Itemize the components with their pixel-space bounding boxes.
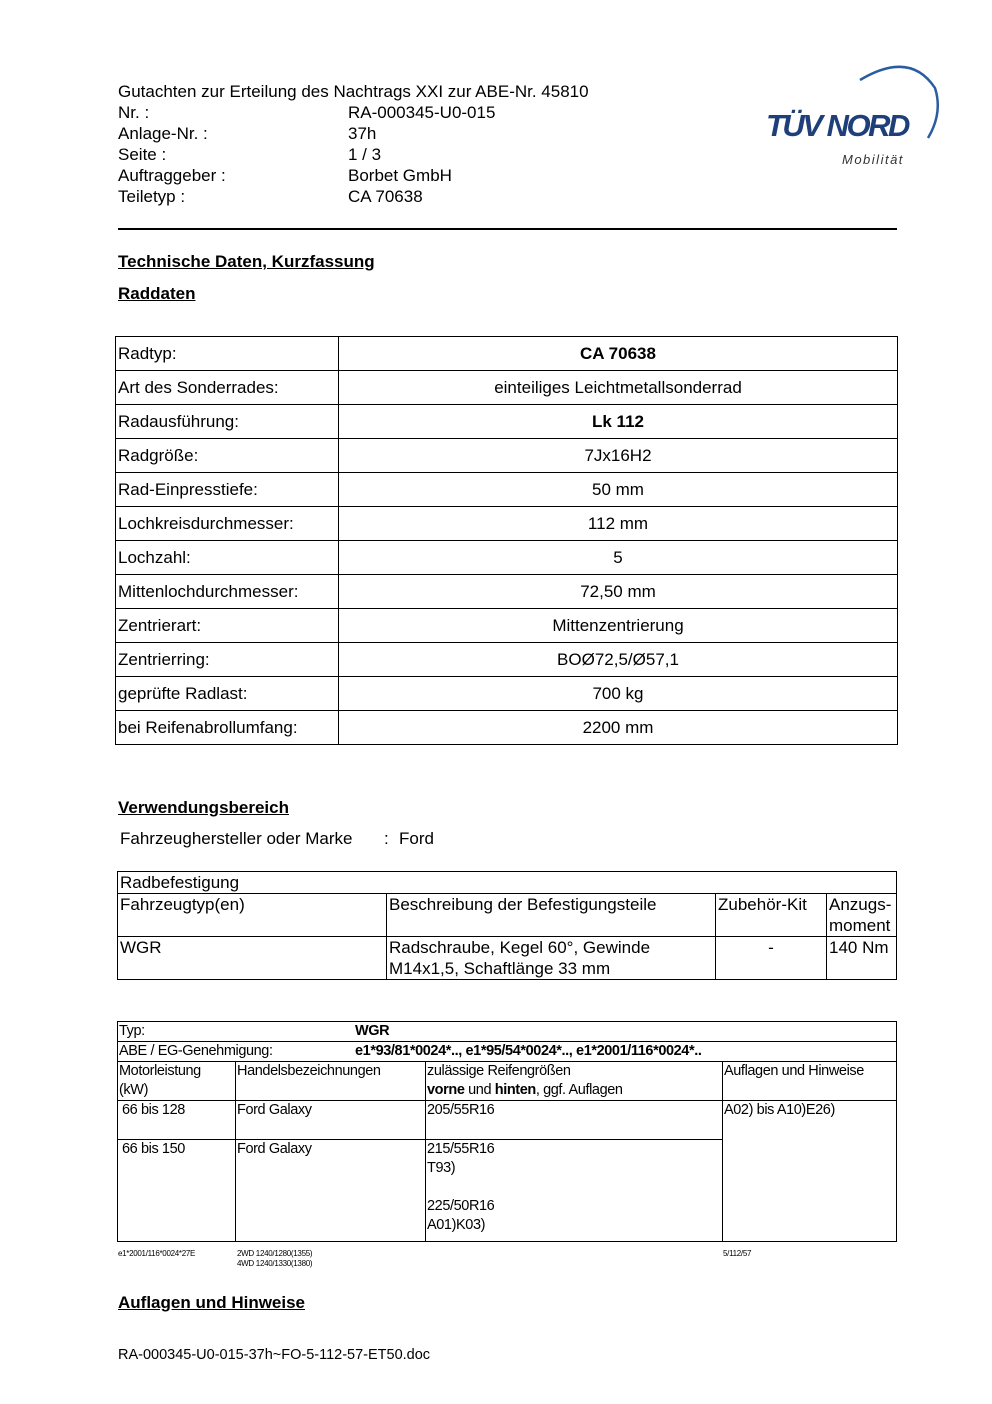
rad-value: Lk 112 — [339, 405, 898, 439]
rad-label: Zentrierring: — [116, 643, 339, 677]
section-technical-heading: Technische Daten, Kurzfassung — [118, 252, 375, 271]
rad-label: geprüfte Radlast: — [116, 677, 339, 711]
rad-value: 72,50 mm — [339, 575, 898, 609]
wgr-motor: 66 bis 128 — [118, 1101, 236, 1140]
col-header-auflagen: Auflagen und Hinweise — [723, 1062, 897, 1101]
rad-label: Radtyp: — [116, 337, 339, 371]
col-header-beschreibung: Beschreibung der Befestigungsteile — [387, 894, 716, 937]
anzugsmoment-line-1: Anzugs- — [829, 895, 892, 914]
rad-value: 700 kg — [339, 677, 898, 711]
table-row — [118, 937, 897, 980]
wgr-reifen — [426, 1101, 723, 1140]
header-label-auftraggeber: Auftraggeber : — [118, 166, 226, 185]
table-row — [116, 677, 898, 711]
hersteller-separator: : — [384, 829, 389, 848]
anzugsmoment-line-2: moment — [829, 916, 891, 935]
rad-label: Radausführung: — [116, 405, 339, 439]
reifen-line: 205/55R16 — [427, 1102, 495, 1118]
table-row — [116, 575, 898, 609]
rad-value: 7Jx16H2 — [339, 439, 898, 473]
rad-value: 112 mm — [339, 507, 898, 541]
wgr-motor: 66 bis 150 — [118, 1140, 236, 1242]
table-row — [116, 473, 898, 507]
table-row — [116, 609, 898, 643]
reifen-header-line-2 — [427, 1081, 721, 1100]
table-row — [116, 439, 898, 473]
rad-value: BOØ72,5/Ø57,1 — [339, 643, 898, 677]
rad-label: Zentrierart: — [116, 609, 339, 643]
table-row — [116, 643, 898, 677]
reifen-line: A01)K03) — [427, 1217, 486, 1233]
wgr-auflagen: A02) bis A10)E26) — [723, 1101, 897, 1242]
motor-header-line-1: Motorleistung — [119, 1063, 201, 1079]
document-title: Gutachten zur Erteilung des Nachtrags XXI zur ABE-Nr. 45810 — [118, 82, 589, 101]
beschreibung-line-1: Radschraube, Kegel 60°, Gewinde — [389, 938, 651, 957]
table-row — [116, 507, 898, 541]
rad-value: 5 — [339, 541, 898, 575]
rad-value: einteiliges Leichtmetallsonderrad — [339, 371, 898, 405]
header-value-seite: 1 / 3 — [348, 145, 382, 164]
reifen-vorne: vorne — [427, 1082, 465, 1098]
table-row — [118, 1042, 897, 1062]
reifen-line — [427, 1178, 721, 1197]
radbefestigung-table — [117, 871, 897, 980]
section-auflagen-heading: Auflagen und Hinweise — [118, 1293, 306, 1312]
hersteller-label: Fahrzeughersteller oder Marke — [120, 829, 353, 848]
rad-label: Mittenlochdurchmesser: — [116, 575, 339, 609]
wgr-handel: Ford Galaxy — [236, 1101, 426, 1140]
wgr-abe-value: e1*93/81*0024*.., e1*95/54*0024*.., e1*2001/116*0024*.. — [355, 1043, 702, 1059]
col-header-anzugsmoment — [827, 894, 897, 937]
wgr-handel: Ford Galaxy — [236, 1140, 426, 1242]
header-rule — [118, 228, 897, 230]
rad-value: CA 70638 — [339, 337, 898, 371]
motor-header-line-2: (kW) — [119, 1082, 148, 1098]
rad-value: 50 mm — [339, 473, 898, 507]
table-row — [116, 405, 898, 439]
reifen-rest: , ggf. Auflagen — [535, 1082, 623, 1098]
col-header-handelsbezeichnungen: Handelsbezeichnungen — [236, 1062, 426, 1101]
rad-value: 2200 mm — [339, 711, 898, 745]
table-row — [116, 337, 898, 371]
wgr-typ-row — [118, 1022, 897, 1042]
rad-label: Art des Sonderrades: — [116, 371, 339, 405]
befestigung-kit: - — [716, 937, 827, 980]
rad-value: Mittenzentrierung — [339, 609, 898, 643]
header-label-seite: Seite : — [118, 145, 167, 164]
reifen-line: T93) — [427, 1160, 456, 1176]
reifen-hinten: hinten — [494, 1082, 536, 1098]
header-value-teiletyp: CA 70638 — [348, 187, 423, 206]
reifen-header-line-1: zulässige Reifengrößen — [427, 1063, 571, 1079]
header-value-auftraggeber: Borbet GmbH — [348, 166, 452, 185]
header-value-anlage: 37h — [348, 124, 377, 143]
foot-approval: e1*2001/116*0024*27E — [118, 1249, 196, 1258]
table-row — [118, 872, 897, 894]
table-row — [118, 1101, 897, 1140]
rad-label: Rad-Einpresstiefe: — [116, 473, 339, 507]
header-label-teiletyp: Teiletyp : — [118, 187, 186, 206]
col-header-zubehoer: Zubehör-Kit — [716, 894, 827, 937]
header-value-nr: RA-000345-U0-015 — [348, 103, 496, 122]
table-row — [116, 541, 898, 575]
rad-label: Lochzahl: — [116, 541, 339, 575]
header-label-anlage: Anlage-Nr. : — [118, 124, 208, 143]
wgr-table — [117, 1021, 897, 1242]
section-raddaten-heading: Raddaten — [118, 284, 196, 303]
rad-label: Radgröße: — [116, 439, 339, 473]
foot-code: 5/112/57 — [723, 1249, 752, 1258]
wgr-typ-value: WGR — [355, 1023, 390, 1039]
col-header-reifengroessen — [426, 1062, 723, 1101]
rad-label: bei Reifenabrollumfang: — [116, 711, 339, 745]
reifen-und: und — [464, 1082, 495, 1098]
logo-wordmark: TÜV NORD — [766, 108, 908, 143]
table-row — [116, 711, 898, 745]
wgr-abe-row — [118, 1042, 897, 1062]
table-row — [118, 1062, 897, 1101]
header-label-nr: Nr. : — [118, 103, 150, 122]
foot-weight-2wd: 2WD 1240/1280(1355) — [237, 1249, 313, 1258]
reifen-line: 215/55R16 — [427, 1141, 495, 1157]
befestigung-beschreibung — [387, 937, 716, 980]
footer-filename: RA-000345-U0-015-37h~FO-5-112-57-ET50.doc — [118, 1347, 431, 1363]
table-row — [116, 371, 898, 405]
reifen-line: 225/50R16 — [427, 1198, 495, 1214]
wgr-typ-label: Typ: — [119, 1023, 145, 1039]
col-header-motorleistung — [118, 1062, 236, 1101]
foot-weight-4wd: 4WD 1240/1330(1380) — [237, 1259, 313, 1268]
section-verwendungsbereich-heading: Verwendungsbereich — [118, 798, 289, 817]
befestigung-moment: 140 Nm — [827, 937, 897, 980]
table-row — [118, 894, 897, 937]
table-row — [118, 1022, 897, 1042]
wgr-reifen — [426, 1140, 723, 1242]
hersteller-value: Ford — [399, 829, 434, 848]
raddaten-table — [115, 336, 898, 745]
rad-label: Lochkreisdurchmesser: — [116, 507, 339, 541]
tuv-nord-logo — [760, 58, 950, 173]
befestigung-typ: WGR — [118, 937, 387, 980]
beschreibung-line-2: M14x1,5, Schaftlänge 33 mm — [389, 959, 611, 978]
logo-subtitle: Mobilität — [842, 152, 904, 167]
wgr-abe-label: ABE / EG-Genehmigung: — [119, 1043, 273, 1059]
radbefestigung-title: Radbefestigung — [118, 872, 897, 894]
col-header-fahrzeugtyp: Fahrzeugtyp(en) — [118, 894, 387, 937]
